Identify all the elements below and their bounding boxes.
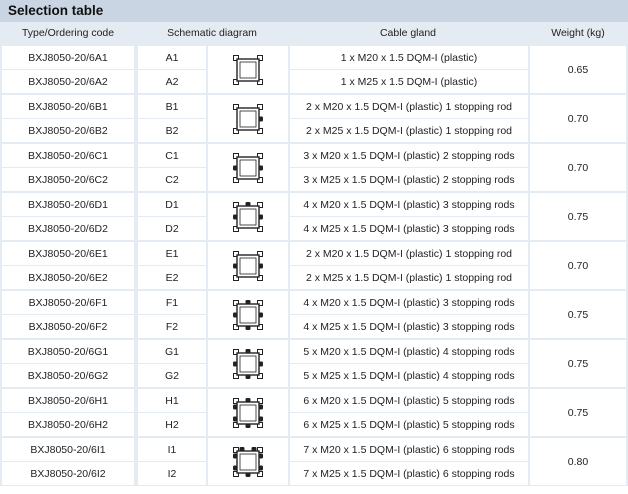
diagram-label: I2	[138, 462, 206, 485]
ordering-code: BXJ8050-20/6B2	[2, 119, 134, 142]
ordering-code: BXJ8050-20/6C2	[2, 168, 134, 191]
header-gland: Cable gland	[379, 27, 437, 39]
weight-value: 0.70	[530, 144, 626, 191]
gland-diagram-e-icon	[228, 246, 268, 286]
cable-gland: 3 x M25 x 1.5 DQM-I (plastic) 2 stopping rods	[290, 168, 528, 191]
diagram-label: D1	[138, 193, 206, 216]
ordering-code: BXJ8050-20/6A1	[2, 46, 134, 69]
header-weight: Weight (kg)	[551, 27, 605, 39]
table-group	[0, 437, 628, 486]
ordering-code: BXJ8050-20/6G1	[2, 340, 134, 363]
gland-diagram-h-icon	[228, 393, 268, 433]
cable-gland: 5 x M20 x 1.5 DQM-I (plastic) 4 stopping rods	[290, 340, 528, 363]
ordering-code: BXJ8050-20/6I1	[2, 438, 134, 461]
diagram-label: F2	[138, 315, 206, 338]
cable-gland: 2 x M25 x 1.5 DQM-I (plastic) 1 stopping rod	[290, 119, 528, 142]
weight-value: 0.70	[530, 95, 626, 142]
cable-gland: 4 x M25 x 1.5 DQM-I (plastic) 3 stopping rods	[290, 217, 528, 240]
diagram-label: C2	[138, 168, 206, 191]
ordering-code: BXJ8050-20/6C1	[2, 144, 134, 167]
diagram-label: B1	[138, 95, 206, 118]
cable-gland: 2 x M20 x 1.5 DQM-I (plastic) 1 stopping rod	[290, 242, 528, 265]
diagram-label: I1	[138, 438, 206, 461]
weight-value: 0.65	[530, 46, 626, 93]
weight-value: 0.75	[530, 340, 626, 387]
table-group	[0, 241, 628, 290]
table-group	[0, 143, 628, 192]
ordering-code: BXJ8050-20/6F1	[2, 291, 134, 314]
schematic-diagram-cell	[208, 340, 288, 387]
schematic-diagram-cell	[208, 46, 288, 93]
weight-value: 0.75	[530, 193, 626, 240]
diagram-label: H2	[138, 413, 206, 436]
ordering-code: BXJ8050-20/6E1	[2, 242, 134, 265]
cable-gland: 3 x M20 x 1.5 DQM-I (plastic) 2 stopping rods	[290, 144, 528, 167]
diagram-label: A2	[138, 70, 206, 93]
cable-gland: 2 x M20 x 1.5 DQM-I (plastic) 1 stopping rod	[290, 95, 528, 118]
gland-diagram-i-icon	[228, 442, 268, 482]
schematic-diagram-cell	[208, 291, 288, 338]
ordering-code: BXJ8050-20/6A2	[2, 70, 134, 93]
table-group	[0, 290, 628, 339]
gland-diagram-g-icon	[228, 344, 268, 384]
cable-gland: 4 x M20 x 1.5 DQM-I (plastic) 3 stopping rods	[290, 193, 528, 216]
diagram-label: E2	[138, 266, 206, 289]
gland-diagram-f-icon	[228, 295, 268, 335]
schematic-diagram-cell	[208, 144, 288, 191]
gland-diagram-b-icon	[228, 99, 268, 139]
ordering-code: BXJ8050-20/6D1	[2, 193, 134, 216]
header-diagram: Schematic diagram	[167, 27, 257, 39]
cable-gland: 2 x M25 x 1.5 DQM-I (plastic) 1 stopping rod	[290, 266, 528, 289]
schematic-diagram-cell	[208, 95, 288, 142]
ordering-code: BXJ8050-20/6D2	[2, 217, 134, 240]
cable-gland: 5 x M25 x 1.5 DQM-I (plastic) 4 stopping rods	[290, 364, 528, 387]
cable-gland: 4 x M20 x 1.5 DQM-I (plastic) 3 stopping rods	[290, 291, 528, 314]
table-group	[0, 45, 628, 94]
weight-value: 0.80	[530, 438, 626, 485]
diagram-label: D2	[138, 217, 206, 240]
weight-value: 0.75	[530, 389, 626, 436]
ordering-code: BXJ8050-20/6H2	[2, 413, 134, 436]
ordering-code: BXJ8050-20/6B1	[2, 95, 134, 118]
schematic-diagram-cell	[208, 438, 288, 485]
cable-gland: 7 x M25 x 1.5 DQM-I (plastic) 6 stopping rods	[290, 462, 528, 485]
diagram-label: E1	[138, 242, 206, 265]
table-header	[0, 22, 628, 45]
diagram-label: B2	[138, 119, 206, 142]
ordering-code: BXJ8050-20/6G2	[2, 364, 134, 387]
diagram-label: A1	[138, 46, 206, 69]
table-group	[0, 94, 628, 143]
gland-diagram-c-icon	[228, 148, 268, 188]
cable-gland: 7 x M20 x 1.5 DQM-I (plastic) 6 stopping rods	[290, 438, 528, 461]
ordering-code: BXJ8050-20/6F2	[2, 315, 134, 338]
diagram-label: G1	[138, 340, 206, 363]
ordering-code: BXJ8050-20/6E2	[2, 266, 134, 289]
table-group	[0, 339, 628, 388]
table-title: Selection table	[0, 0, 628, 22]
cable-gland: 1 x M25 x 1.5 DQM-I (plastic)	[290, 70, 528, 93]
schematic-diagram-cell	[208, 193, 288, 240]
schematic-diagram-cell	[208, 242, 288, 289]
weight-value: 0.75	[530, 291, 626, 338]
cable-gland: 4 x M25 x 1.5 DQM-I (plastic) 3 stopping rods	[290, 315, 528, 338]
cable-gland: 6 x M25 x 1.5 DQM-I (plastic) 5 stopping rods	[290, 413, 528, 436]
cable-gland: 1 x M20 x 1.5 DQM-I (plastic)	[290, 46, 528, 69]
diagram-label: C1	[138, 144, 206, 167]
table-group	[0, 192, 628, 241]
diagram-label: G2	[138, 364, 206, 387]
gland-diagram-d-icon	[228, 197, 268, 237]
cable-gland: 6 x M20 x 1.5 DQM-I (plastic) 5 stopping rods	[290, 389, 528, 412]
diagram-label: F1	[138, 291, 206, 314]
header-type: Type/Ordering code	[21, 27, 115, 39]
table-group	[0, 388, 628, 437]
diagram-label: H1	[138, 389, 206, 412]
ordering-code: BXJ8050-20/6I2	[2, 462, 134, 485]
gland-diagram-a-icon	[228, 50, 268, 90]
schematic-diagram-cell	[208, 389, 288, 436]
ordering-code: BXJ8050-20/6H1	[2, 389, 134, 412]
weight-value: 0.70	[530, 242, 626, 289]
